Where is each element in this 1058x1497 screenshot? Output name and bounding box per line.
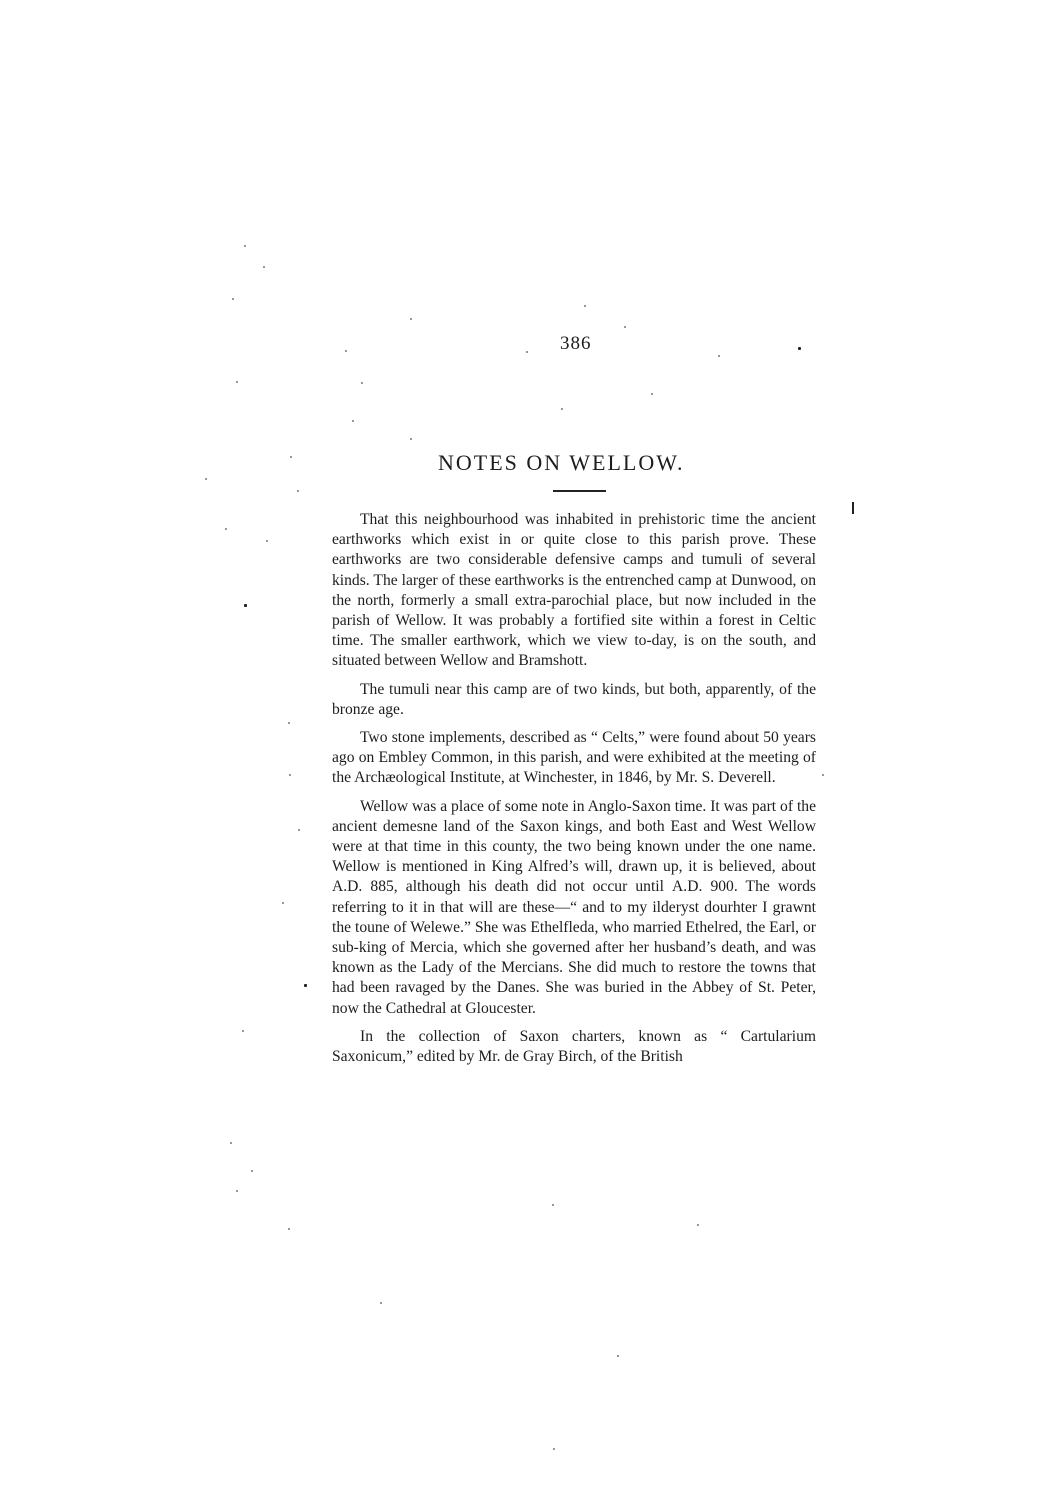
print-speck — [718, 355, 720, 357]
print-speck — [345, 350, 347, 352]
paragraph — [332, 797, 816, 1019]
print-speck — [798, 347, 801, 350]
paragraph: The tumuli near this camp are of two kinds, but both, apparently, of the bronze age. — [332, 680, 816, 718]
margin-mark — [852, 502, 854, 514]
print-speck — [297, 490, 299, 492]
print-speck — [251, 1170, 253, 1172]
print-speck — [236, 381, 238, 383]
print-speck — [288, 1228, 290, 1230]
print-speck — [361, 382, 363, 384]
print-speck — [552, 1204, 554, 1206]
print-speck — [230, 1142, 232, 1144]
era-abbreviation: A.D. — [672, 878, 703, 896]
title-divider — [553, 490, 606, 492]
print-speck — [553, 1448, 555, 1450]
print-speck — [526, 351, 528, 353]
paragraph-text: Wellow was a place of some note in Anglo-Saxon time. It was part of the ancient demesne land of the Saxon kings, and both East and West Wellow were at that time in this county, the two being known under the one name. Wellow is mentioned in King Alfred’s will, drawn up, it is believed, about — [332, 797, 816, 876]
print-speck — [263, 266, 265, 268]
print-speck — [352, 420, 354, 422]
print-speck — [282, 902, 284, 904]
print-speck — [232, 298, 234, 300]
print-speck — [236, 1190, 238, 1192]
era-abbreviation: A.D. — [332, 878, 363, 896]
print-speck — [304, 984, 307, 987]
print-speck — [244, 604, 247, 607]
print-speck — [289, 774, 291, 776]
print-speck — [242, 1030, 244, 1032]
paragraph: In the collection of Saxon charters, known as “ Cartularium Saxonicum,” edited by Mr. de Gray Birch, of the British — [332, 1027, 816, 1066]
page-number: 386 — [560, 333, 592, 354]
print-speck — [561, 408, 563, 410]
paragraph-text: 900. The words referring to it in that will are these—“ and to my ilderyst dourhter I grawnt the toune of Welewe.” She was Ethelfleda, who married Ethelred, the Earl, or sub-king of Mercia, which she governed after her husband’s death, and was known as the Lady of the Mercians. She did much to restore the towns that had been ravaged by the Danes. She was buried in the Abbey of St. Peter, now the Cathedral at Gloucester. — [332, 878, 816, 1017]
print-speck — [288, 722, 290, 724]
print-speck — [205, 478, 207, 480]
print-speck — [266, 540, 268, 542]
print-speck — [697, 1224, 699, 1226]
print-speck — [624, 326, 626, 328]
print-speck — [651, 393, 653, 395]
print-speck — [410, 318, 412, 320]
print-speck — [298, 829, 300, 831]
article-body — [332, 510, 816, 1075]
print-speck — [584, 305, 586, 307]
print-speck — [410, 438, 412, 440]
page-title: NOTES ON WELLOW. — [438, 450, 685, 475]
print-speck — [244, 245, 246, 247]
print-speck — [380, 1302, 382, 1304]
paragraph: Two stone implements, described as “ Celts,” were found about 50 years ago on Embley Common, in this parish, and were exhibited at the meeting of the Archæological Institute, at Winchester, in 1846, by Mr. S. Deverell. — [332, 729, 816, 787]
paragraph: That this neighbourhood was inhabited in prehistoric time the ancient earthworks which exist in or quite close to this parish prove. These earthworks are two considerable defensive camps and tumuli of several kinds. The larger of these earthworks is the entrenched camp at Dunwood, on the north, formerly a small extra-parochial place, but now included in the parish of Wellow. It was probably a fortified site within a forest in Celtic time. The smaller earthwork, which we view to-day, is on the south, and situated between Wellow and Bramshott. — [332, 511, 816, 670]
print-speck — [617, 1355, 619, 1357]
paragraph-text: 885, although his death did not occur until — [362, 878, 673, 896]
print-speck — [822, 774, 824, 776]
print-speck — [290, 456, 292, 458]
print-speck — [225, 528, 227, 530]
